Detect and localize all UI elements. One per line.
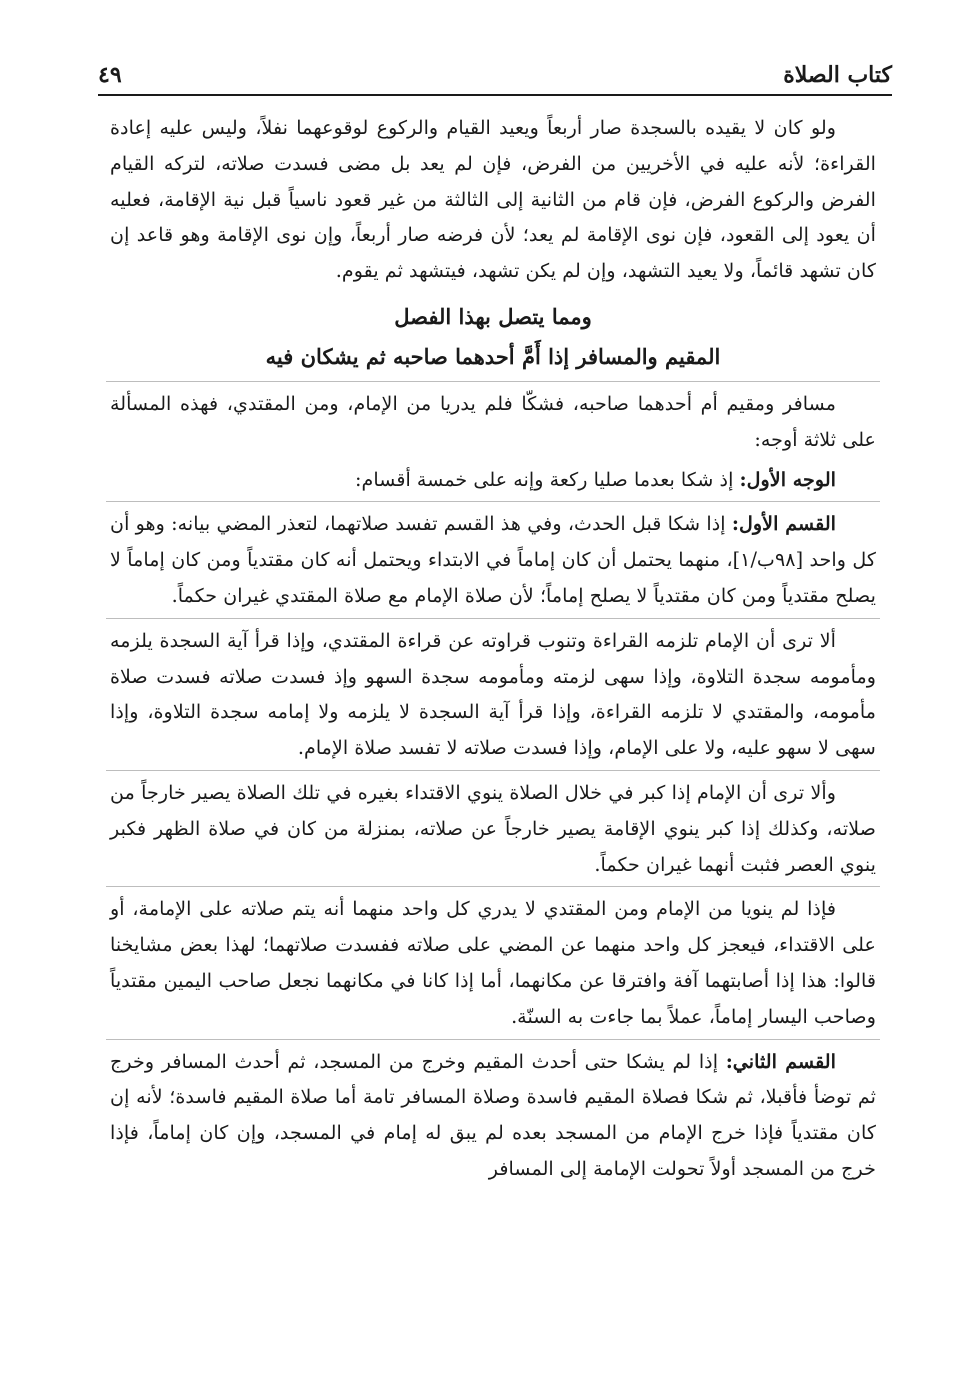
running-header — [98, 48, 892, 96]
paragraph-3-text: إذ شكا بعدما صليا ركعة وإنه على خمسة أقسام: — [355, 467, 740, 491]
section-label: القسم الثاني: — [725, 1049, 836, 1073]
divider — [106, 1039, 880, 1040]
subsection-heading: المقيم والمسافر إذا أَمَّ أحدهما صاحبه ثم يشكان فيه — [265, 343, 721, 369]
case-label: الوجه الأول: — [739, 467, 836, 491]
paragraph-2: مسافر ومقيم أم أحدهما صاحبه، فشكّا فلم يدريا من الإمام، ومن المقتدي، فهذه المسألة على ثلاثة أوجه: — [110, 391, 876, 451]
divider — [106, 381, 880, 382]
chapter-title: كتاب الصلاة — [783, 62, 892, 88]
paragraph-1: ولو كان لا يقيده بالسجدة صار أربعاً ويعيد القيام والركوع لوقوعهما نفلاً، وليس عليه إعادة القراءة؛ لأنه عليه في الأخريين من الفرض، فإن لم يعد بل مضى فسدت صلاته، لتركه القيام الفرض والركوع الفرض، فإن قام من الثانية إلى الثالثة من غير قعود ناسياً قبل نية الإقامة، فعليه أن يعود إلى القعود، فإن نوى الإقامة لم يعد؛ لأن فرضه صار أربعاً، وإن نوى الإقامة وهو قاعد إن كان تشهد قائماً، ولا يعيد التشهد، وإن لم يكن تشهد، فيتشهد ثم يقوم. — [110, 116, 876, 283]
section-label: القسم الأول: — [731, 512, 836, 536]
paragraph-4-text: إذا شكا قبل الحدث، وفي هذ القسم تفسد صلاتهما، لتعذر المضي بيانه: وهو أن كل واحد [٩٨ب/١]، منهما يحتمل أن كان إماماً في الابتداء ويحتمل أنه كان مقتدياً ومن كان إماماً لا يصلح مقتدياً ومن كان مقتدياً لا يصلح إماماً؛ لأن صلاة الإمام مع صلاة المقتدي غيران حكماً. — [110, 512, 876, 607]
paragraph-5: ألا ترى أن الإمام تلزمه القراءة وتنوب قراوته عن قراءة المقتدي، وإذا قرأ آية السجدة يلزمه ومأمومه سجدة التلاوة، وإذا سهى لزمته ومأمومه سجدة السهو وإذ فسدت صلاته فسدت صلاة مأمومه، والمقتدي لا تلزمه القراءة، وإذا قرأ آية السجدة لا يلزمه ولا إمامه سجدة التلاوة، وإذا سهى لا سهو عليه، ولا على الإمام، وإذا فسدت صلاته لا تفسد صلاة الإمام. — [110, 628, 876, 760]
paragraph-8 — [110, 1044, 876, 1187]
paragraph-6: وألا ترى أن الإمام إذا كبر في خلال الصلاة ينوي الاقتداء بغيره في تلك الصلاة يصير خارجاً من صلاته، وكذلك إذا كبر ينوي الإقامة يصير خارجاً عن صلاته، بمنزلة من كان في صلاة الظهر فكبر ينوي العصر فثبت أنهما غيران حكماً. — [110, 780, 876, 876]
divider — [106, 618, 880, 619]
paragraph-8-text: إذا لم يشكا حتى أحدث المقيم وخرج من المسجد، ثم أحدث المسافر وخرج ثم توضأ فأقبلا، ثم شكا فصلاة المقيم فاسدة وصلاة المسافر تامة أما صلاة المقيم فاسدة؛ لأنه إن كان مقتدياً فإذا خرج الإمام من المسجد بعده لم يبق له إمام في المسجد، وإن كان إماماً، فإذا خرج من المسجد أولاً تحولت الإمامة إلى المسافر — [110, 1049, 876, 1180]
divider — [106, 770, 880, 771]
divider — [106, 501, 880, 502]
divider — [106, 886, 880, 887]
paragraph-3 — [110, 462, 876, 498]
paragraph-7: فإذا لم ينويا من الإمام ومن المقتدي لا يدري كل واحد منهما أنه يتم صلاته على الإمامة، أو على الاقتداء، فيعجز كل واحد منهما عن المضي على صلاته ففسدت صلاتهما؛ لهذا بعض مشايخنا قالوا: هذا إذا أصابتهما آفة وافترقا عن مكانهما، أما إذا كانا في مكانهما نجعل صاحب اليمين مقتدياً وصاحب اليسار إماماً، عملاً بما جاءت به السنّة. — [110, 897, 876, 1028]
page-body — [110, 110, 876, 1187]
paragraph-4 — [110, 506, 876, 613]
section-heading: ومما يتصل بهذا الفصل — [394, 303, 592, 329]
page-number: ٤٩ — [98, 62, 122, 88]
